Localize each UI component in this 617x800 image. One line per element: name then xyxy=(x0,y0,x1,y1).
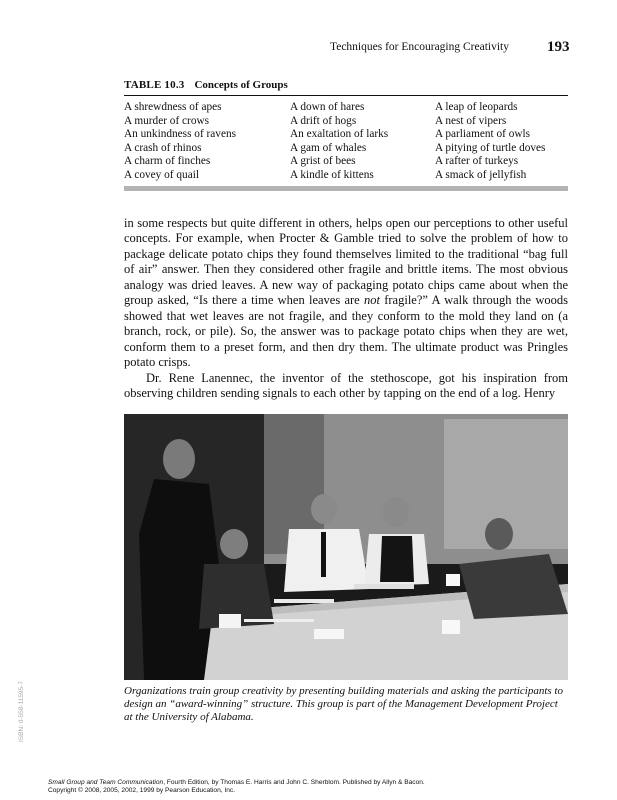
table-cell: A smack of jellyfish xyxy=(435,168,527,181)
table-cell: A gam of whales xyxy=(290,141,367,154)
table-cell: A drift of hogs xyxy=(290,114,357,127)
table-cell: An unkindness of ravens xyxy=(124,128,237,141)
table-cell: A pitying of turtle doves xyxy=(435,141,546,154)
table-cell: An exaltation of larks xyxy=(290,128,389,141)
table-cell: A covey of quail xyxy=(124,168,199,181)
table-cell: A nest of vipers xyxy=(435,114,507,127)
body-paragraph: Dr. Rene Lanennec, the inventor of the stethoscope, got his inspiration from observing children sending signals to each other by tapping on the end of a log. Henry xyxy=(124,370,568,400)
photo-caption: Organizations train group creativity by presenting building materials and asking the participants to design an “award-winning” structure. This group is part of the Management Development Project at the University of Alabama. xyxy=(124,685,563,724)
table-cell: A rafter of turkeys xyxy=(435,155,519,168)
footer-line-2: Copyright © 2008, 2005, 2002, 1999 by Pearson Education, Inc. xyxy=(48,787,236,795)
table-column-3 xyxy=(435,101,545,183)
table-column-1 xyxy=(124,101,236,183)
table-cell: A parliament of owls xyxy=(435,128,531,141)
page-number: 193 xyxy=(547,39,570,55)
isbn-side-note: ISBN: 0-558-11595-7 xyxy=(18,681,25,742)
group-photo xyxy=(124,414,568,680)
table-column-2 xyxy=(290,101,388,183)
footer-line-1: Small Group and Team Communication, Fourth Edition, by Thomas E. Harris and John C. Sherblom. Published by Allyn & Bacon. xyxy=(48,779,425,786)
running-title: Techniques for Encouraging Creativity xyxy=(330,41,509,53)
copyright-footer xyxy=(48,779,425,796)
table-cell: A shrewdness of apes xyxy=(124,101,222,113)
table-cell: A grist of bees xyxy=(290,155,356,168)
table-top-rule xyxy=(124,95,568,96)
table-label: TABLE 10.3 xyxy=(124,79,185,91)
table-title: Concepts of Groups xyxy=(194,79,288,91)
table-cell: A leap of leopards xyxy=(435,101,518,113)
table-cell: A crash of rhinos xyxy=(124,141,202,154)
body-paragraph: in some respects but quite different in others, helps open our perceptions to other useful concepts. For example, when Procter & Gamble tried to solve the problem of how to package delicate potato chips they found themselves limited to the traditional “bag full of air” answer. Then they considered other fragile and brittle items. The most obvious analogy was dried leaves. A new way of packaging potato chips came about when the group asked, “Is there a time when leaves are not fragile?” A walk through the woods showed that wet leaves are not fragile, and they conform to the mold they land on (a branch, rock, or pile). So, the answer was to package potato chips when they are wet, conform them to a preset form, and then dry them. The ultimate product was Pringles potato crisps. xyxy=(124,216,568,370)
body-text xyxy=(124,216,568,401)
table-cell: A murder of crows xyxy=(124,114,210,127)
table-cell: A charm of finches xyxy=(124,155,211,168)
photo-illustration xyxy=(124,414,568,680)
table-cell: A kindle of kittens xyxy=(290,168,374,181)
emphasis: not xyxy=(363,293,380,308)
table-cell: A down of hares xyxy=(290,101,365,113)
book-title: Small Group and Team Communication xyxy=(48,779,164,786)
running-header xyxy=(0,41,617,57)
table-bottom-rule xyxy=(124,186,568,191)
table-caption xyxy=(124,79,288,91)
